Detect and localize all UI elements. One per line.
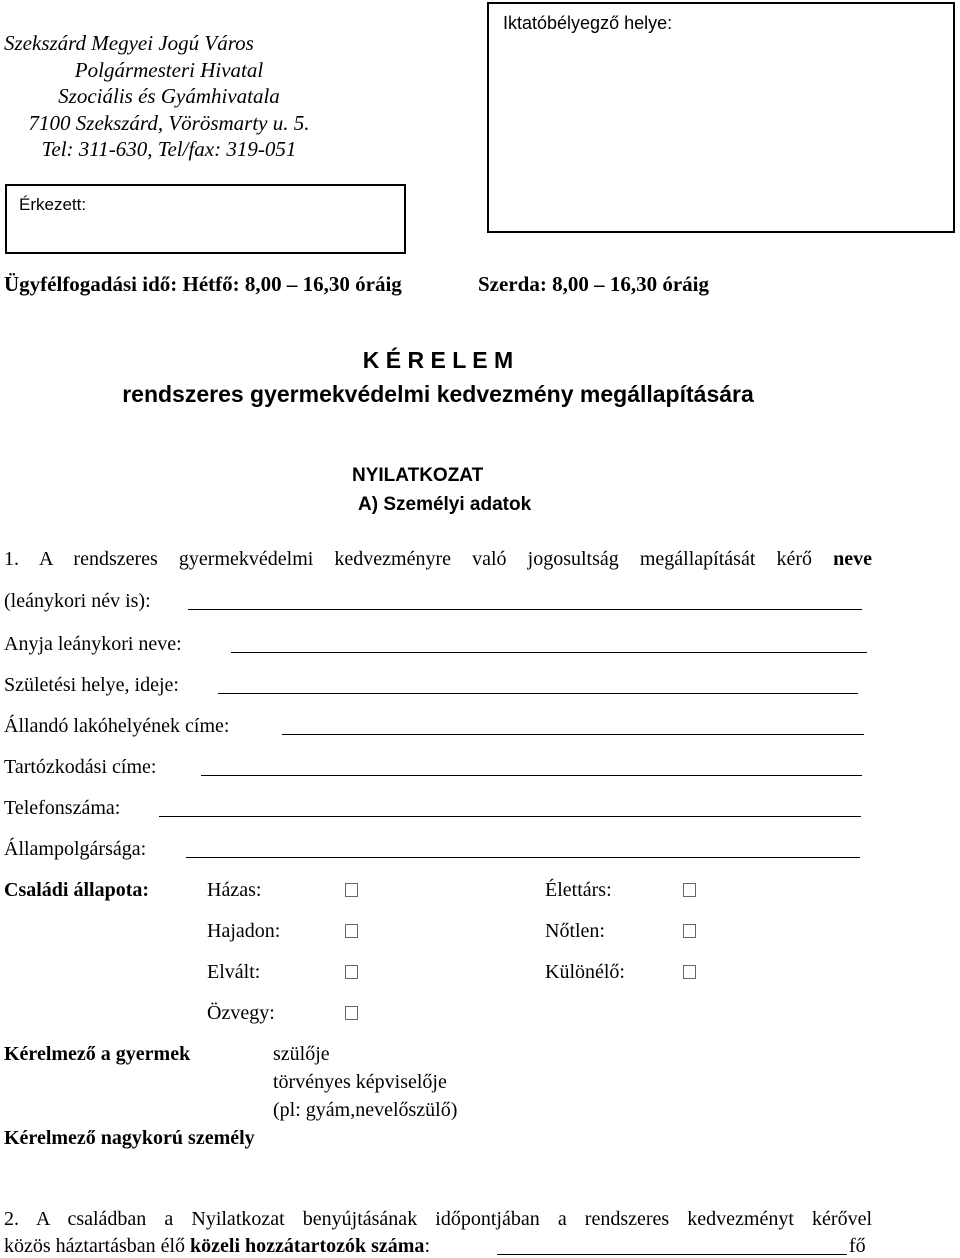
field-temporary-address-line[interactable] — [201, 775, 862, 776]
marital-option-single-male[interactable] — [545, 920, 605, 943]
checkbox-separated[interactable] — [683, 965, 696, 983]
page-subtitle: rendszeres gyermekvédelmi kedvezmény megállapítására — [122, 381, 754, 407]
section-heading: NYILATKOZAT — [352, 465, 484, 486]
marital-option-married[interactable] — [207, 879, 261, 902]
question-1-text: 1. A rendszeres gyermekvédelmi kedvezményre való jogosultság megállapítását kérő — [4, 548, 813, 570]
field-birth-line[interactable] — [218, 693, 858, 694]
checkbox-partner[interactable] — [683, 883, 696, 901]
field-citizenship-label: Állampolgársága: — [4, 838, 147, 860]
marital-option-separated[interactable] — [545, 961, 625, 984]
checkbox-widowed[interactable] — [345, 1006, 358, 1024]
marital-option-married-label: Házas: — [207, 879, 262, 901]
field-permanent-address-line[interactable] — [282, 734, 864, 735]
question-2-colon: : — [424, 1235, 430, 1257]
question-1-bold: neve — [833, 548, 873, 570]
applicant-label-child: Kérelmező a gyermek — [4, 1043, 191, 1065]
field-citizenship-line[interactable] — [186, 857, 860, 858]
field-name-label: (leánykori név is): — [4, 590, 151, 612]
field-temporary-address-label: Tartózkodási címe: — [4, 756, 157, 778]
checkbox-single-male[interactable] — [683, 924, 696, 942]
applicant-option-example: (pl: gyám,nevelőszülő) — [273, 1099, 458, 1121]
field-birth-label: Születési helye, ideje: — [4, 674, 179, 696]
arrived-label: Érkezett: — [19, 195, 87, 214]
office-hours-monday: Ügyfélfogadási idő: Hétfő: 8,00 – 16,30 óráig — [4, 272, 402, 296]
checkbox-divorced[interactable] — [345, 965, 358, 983]
applicant-option-guardian[interactable]: törvényes képviselője — [273, 1071, 447, 1093]
question-1 — [4, 548, 872, 571]
question-2-prefix: közös háztartásban élő — [4, 1235, 186, 1257]
question-2-suffix: fő — [849, 1235, 866, 1257]
stamp-box — [487, 2, 955, 233]
office-line: Szekszárd Megyei Jogú Város — [4, 31, 254, 55]
field-name-line[interactable] — [188, 609, 862, 610]
marital-option-widowed-label: Özvegy: — [207, 1002, 275, 1024]
question-2-count-line[interactable] — [497, 1254, 847, 1255]
marital-option-divorced[interactable] — [207, 961, 260, 984]
page-title: K É R E L E M — [362, 347, 514, 373]
marital-option-partner-label: Élettárs: — [545, 879, 612, 901]
marital-option-divorced-label: Elvált: — [207, 961, 261, 983]
field-phone-label: Telefonszáma: — [4, 797, 121, 819]
field-mother-name-line[interactable] — [231, 652, 867, 653]
field-permanent-address-label: Állandó lakóhelyének címe: — [4, 715, 230, 737]
checkbox-single-female[interactable] — [345, 924, 358, 942]
checkbox-married[interactable] — [345, 883, 358, 901]
marital-option-partner[interactable] — [545, 879, 612, 902]
applicant-label-adult: Kérelmező nagykorú személy — [4, 1127, 255, 1149]
marital-option-single-female[interactable] — [207, 920, 280, 943]
stamp-label: Iktatóbélyegző helye: — [503, 13, 673, 33]
marital-option-separated-label: Különélő: — [545, 961, 625, 983]
marital-status-label: Családi állapota: — [4, 879, 150, 901]
section-subheading: A) Személyi adatok — [358, 494, 532, 515]
field-phone-line[interactable] — [159, 816, 861, 817]
question-2-line-2 — [4, 1235, 430, 1258]
marital-option-widowed[interactable] — [207, 1002, 275, 1025]
marital-option-single-female-label: Hajadon: — [207, 920, 281, 942]
field-mother-name-label: Anyja leánykori neve: — [4, 633, 182, 655]
question-2-line-1: 2. A családban a Nyilatkozat benyújtásának időpontjában a rendszeres kedvezményt kérővel — [4, 1208, 872, 1230]
office-line: 7100 Szekszárd, Vörösmarty u. 5. — [28, 110, 310, 135]
office-line: Polgármesteri Hivatal — [74, 57, 264, 82]
office-address — [4, 30, 334, 163]
office-line: Szociális és Gyámhivatala — [58, 84, 280, 108]
question-2-bold: közeli hozzátartozók száma — [190, 1235, 425, 1257]
arrived-box[interactable] — [5, 184, 406, 254]
office-line: Tel: 311-630, Tel/fax: 319-051 — [41, 137, 297, 161]
office-hours-wednesday: Szerda: 8,00 – 16,30 óráig — [478, 272, 709, 296]
marital-option-single-male-label: Nőtlen: — [545, 920, 605, 942]
applicant-option-parent[interactable]: szülője — [273, 1043, 330, 1065]
